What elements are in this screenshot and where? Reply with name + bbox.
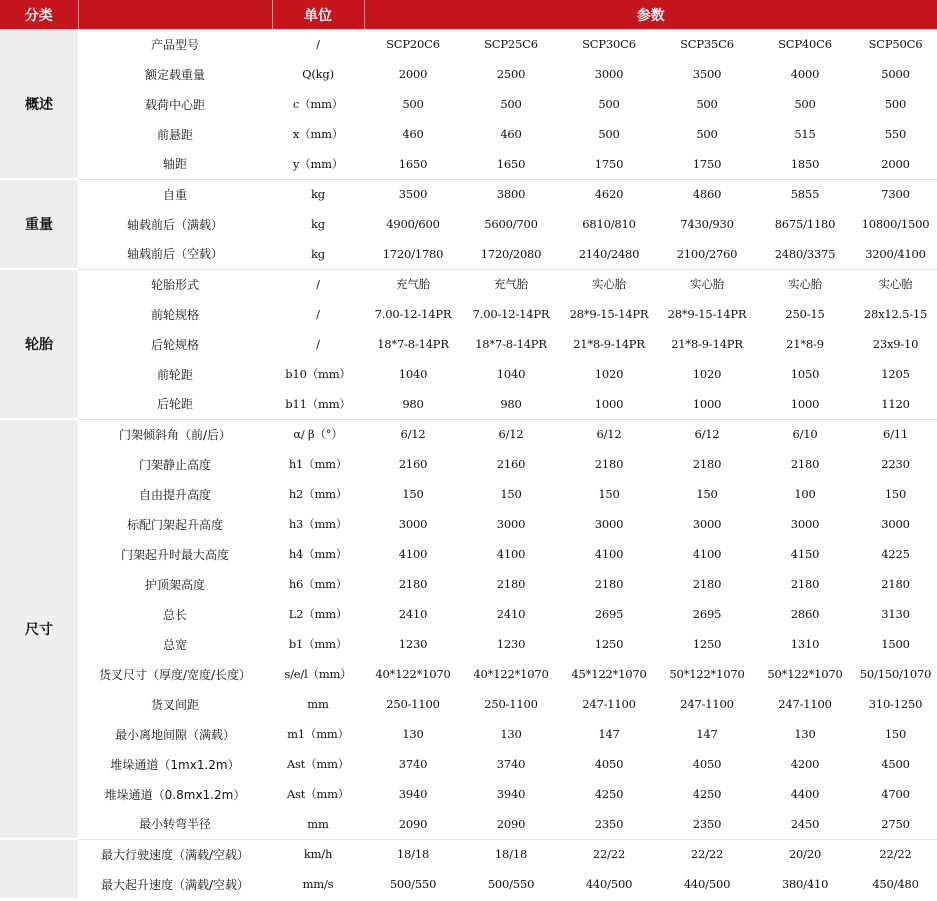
param-value: 500/550 (389, 877, 437, 891)
param-value: 1205 (881, 367, 910, 381)
param-value: 1650 (496, 156, 526, 171)
param-value: 2180 (881, 577, 910, 591)
param-value: 4200 (790, 757, 820, 771)
param-value: 4100 (496, 547, 526, 561)
param-value: 21*8-9-14PR (671, 337, 743, 351)
param-value: 515 (794, 127, 816, 141)
param-value: 500 (794, 97, 816, 111)
param-value: 310-1250 (868, 697, 923, 711)
param-unit: b1（mm） (288, 637, 348, 651)
param-label: 总宽 (162, 637, 187, 652)
param-unit: h4（mm） (288, 547, 348, 561)
param-value: 1230 (496, 637, 526, 651)
param-unit: x（mm） (292, 127, 344, 141)
param-value: 500 (696, 97, 718, 111)
param-value: 23x9-10 (872, 337, 919, 351)
param-value: 22/22 (854, 839, 937, 869)
param-value: 4100 (398, 547, 428, 561)
param-value: 18/18 (462, 839, 560, 869)
param-value: 1020 (692, 367, 722, 381)
param-value: 6810/810 (582, 217, 636, 231)
param-label: 自重 (78, 179, 272, 209)
param-value: 130 (794, 727, 816, 741)
table-row (0, 149, 937, 179)
param-value: 28*9-15-14PR (667, 307, 747, 321)
param-value: 1020 (594, 367, 624, 381)
param-value: 147 (598, 727, 620, 741)
param-unit: mm (307, 697, 329, 711)
param-value: 130 (402, 727, 424, 741)
param-label: 额定载重量 (144, 67, 205, 82)
param-value: 150 (598, 487, 620, 501)
table-row (0, 419, 937, 449)
param-value: 6/10 (756, 419, 854, 449)
param-value: 100 (794, 487, 816, 501)
param-value: 3200/4100 (865, 246, 926, 261)
param-value: 3000 (790, 517, 820, 531)
param-value: 1040 (496, 367, 526, 381)
param-value: 3000 (496, 517, 526, 531)
param-value: 2180 (398, 577, 428, 591)
param-value: 6/12 (364, 419, 462, 449)
param-value: 充气胎 (462, 269, 560, 299)
header-unit: 单位 (272, 0, 364, 29)
param-value: 2100/2760 (676, 246, 738, 261)
table-row (0, 299, 937, 329)
param-value: 3000 (594, 67, 624, 81)
table-row (0, 479, 937, 509)
table-row (0, 359, 937, 389)
param-unit: kg (272, 179, 364, 209)
param-value: 50*122*1070 (669, 667, 745, 681)
param-value: 450/480 (872, 877, 919, 891)
param-value: 4500 (881, 757, 910, 771)
param-value: 6/12 (462, 419, 560, 449)
table-row (0, 629, 937, 659)
param-value: 2160 (398, 457, 428, 471)
table-row (0, 599, 937, 629)
param-unit: y（mm） (292, 156, 344, 171)
param-value: 980 (402, 396, 424, 411)
param-label: 轴距 (162, 157, 187, 172)
param-value: 440/500 (585, 877, 633, 891)
param-unit: mm/s (302, 877, 334, 891)
param-value: 充气胎 (364, 269, 462, 299)
param-label: 前轮规格 (150, 307, 199, 322)
param-unit: α/ β（°） (272, 419, 364, 449)
param-unit: m1（mm） (287, 727, 349, 741)
param-value: 247-1100 (680, 697, 734, 711)
param-value: 500 (402, 97, 424, 111)
param-value: 2500 (496, 67, 526, 81)
param-value: 500 (598, 127, 620, 141)
param-value: 250-1100 (386, 697, 440, 711)
param-value: SCP40C6 (778, 37, 832, 51)
param-unit: / (316, 37, 320, 51)
param-value: 50*122*1070 (767, 667, 843, 681)
table-row (0, 659, 937, 689)
table-row (0, 29, 937, 59)
param-value: 1050 (790, 367, 820, 381)
param-value: 1230 (398, 637, 428, 651)
param-value: 20/20 (756, 839, 854, 869)
param-value: 7.00-12-14PR (472, 307, 550, 321)
param-value: 4050 (692, 757, 722, 771)
param-label: 最小转弯半径 (138, 817, 211, 832)
param-value: 460 (500, 127, 522, 141)
param-unit: Ast（mm） (286, 757, 350, 771)
param-value: SCP25C6 (484, 37, 538, 51)
param-value: 150 (402, 487, 424, 501)
param-label: 货叉尺寸（厚度/宽度/长度） (98, 667, 252, 682)
param-value: 18*7-8-14PR (475, 337, 547, 351)
param-value: 130 (500, 727, 522, 741)
param-value: 2180 (790, 577, 820, 591)
param-unit: b10（mm） (285, 367, 351, 381)
param-label: 最大行驶速度（满载/空载） (78, 839, 272, 869)
param-unit: h6（mm） (288, 577, 348, 591)
param-value: 2140/2480 (578, 246, 640, 261)
param-label: 门架起升时最大高度 (120, 547, 229, 562)
table-row (0, 749, 937, 779)
param-value: 4700 (881, 787, 910, 801)
param-label: 后轮规格 (150, 337, 199, 352)
param-label: 产品型号 (150, 37, 199, 52)
param-value: 4225 (881, 547, 910, 561)
param-label: 门架倾斜角（前/后） (78, 419, 272, 449)
param-value: 3000 (881, 517, 910, 531)
param-value: 1040 (398, 367, 428, 381)
param-value: 3940 (398, 787, 428, 801)
param-value: 1720/2080 (480, 246, 542, 261)
param-value: 2410 (496, 607, 526, 621)
category-cell (0, 839, 78, 899)
param-value: 21*8-9 (786, 337, 824, 351)
table-row (0, 209, 937, 239)
param-value: SCP30C6 (582, 37, 636, 51)
param-value: 2180 (692, 577, 722, 591)
param-value: SCP35C6 (680, 37, 734, 51)
param-value: 40*122*1070 (473, 667, 549, 681)
category-cell: 重量 (0, 179, 78, 269)
param-value: 7430/930 (680, 217, 734, 231)
param-value: 2180 (496, 577, 526, 591)
table-row (0, 89, 937, 119)
param-value: 1120 (881, 396, 910, 411)
param-label: 总长 (162, 607, 187, 622)
param-value: 7.00-12-14PR (374, 307, 452, 321)
param-value: 22/22 (560, 839, 658, 869)
param-label: 堆垛通道（1mx1.2m） (110, 757, 240, 772)
table-row (0, 839, 937, 869)
param-value: 150 (696, 487, 718, 501)
param-label: 门架静止高度 (138, 457, 211, 472)
param-value: 1650 (398, 156, 428, 171)
param-value: 1750 (594, 156, 624, 171)
param-value: 2450 (790, 816, 820, 831)
param-unit: mm (307, 816, 329, 831)
param-label: 轮胎形式 (78, 269, 272, 299)
category-cell: 概述 (0, 29, 78, 179)
param-value: 2180 (594, 577, 624, 591)
param-value: 45*122*1070 (571, 667, 647, 681)
param-value: 4250 (594, 787, 624, 801)
param-value: 2860 (790, 607, 820, 621)
table-row (0, 119, 937, 149)
param-value: 4860 (658, 179, 756, 209)
param-value: 3740 (496, 757, 526, 771)
param-value: 250-15 (785, 307, 825, 321)
param-value: 1000 (594, 396, 624, 411)
param-value: 5600/700 (484, 217, 538, 231)
param-value: 2695 (692, 607, 722, 621)
param-unit: kg (311, 246, 325, 261)
param-label: 轴载前后（空载） (126, 247, 223, 262)
param-value: 50/150/1070 (859, 667, 932, 681)
param-value: 4900/600 (386, 217, 440, 231)
param-value: 2695 (594, 607, 624, 621)
param-value: 4250 (692, 787, 722, 801)
param-value: 460 (402, 127, 424, 141)
param-value: 2180 (692, 457, 722, 471)
param-value: 3500 (364, 179, 462, 209)
param-value: 247-1100 (582, 697, 636, 711)
param-label: 前轮距 (156, 367, 193, 382)
param-value: 10800/1500 (861, 217, 930, 231)
param-value: 6/11 (854, 419, 937, 449)
param-value: 3130 (881, 607, 910, 621)
header-category: 分类 (0, 0, 78, 29)
param-value: 1500 (881, 637, 910, 651)
param-value: 2350 (594, 816, 624, 831)
param-label: 护顶架高度 (144, 577, 205, 592)
table-row (0, 509, 937, 539)
param-unit: / (272, 269, 364, 299)
table-row (0, 59, 937, 89)
param-value: 150 (884, 487, 907, 501)
param-label: 载荷中心距 (144, 97, 205, 112)
param-value: 7300 (854, 179, 937, 209)
param-unit: s/e/l（mm） (284, 667, 352, 681)
param-value: 3940 (496, 787, 526, 801)
param-value: 4400 (790, 787, 820, 801)
param-value: 2410 (398, 607, 428, 621)
table-row (0, 269, 937, 299)
param-value: 5000 (881, 67, 910, 81)
param-value: 3800 (462, 179, 560, 209)
param-value: 4050 (594, 757, 624, 771)
param-value: 8675/1180 (774, 217, 836, 231)
param-value: 2000 (398, 67, 428, 81)
param-value: 2480/3375 (774, 246, 836, 261)
param-label: 最小离地间隙（满载） (114, 727, 235, 742)
param-value: 3000 (398, 517, 428, 531)
param-unit: Ast（mm） (286, 787, 350, 801)
param-value: 28*9-15-14PR (569, 307, 649, 321)
param-value: SCP50C6 (868, 37, 923, 51)
category-cell: 尺寸 (0, 419, 78, 839)
table-body (0, 29, 937, 899)
param-unit: h1（mm） (288, 457, 348, 471)
param-value: 2180 (594, 457, 624, 471)
param-value: 28x12.5-15 (863, 307, 928, 321)
param-value: 2160 (496, 457, 526, 471)
table-header (0, 0, 937, 29)
param-value: 4000 (790, 67, 820, 81)
param-unit: / (316, 337, 320, 351)
table-row (0, 689, 937, 719)
param-value: 380/410 (781, 877, 829, 891)
param-label: 轴载前后（满载） (126, 217, 223, 232)
header-spacer (78, 0, 272, 29)
param-value: 4620 (560, 179, 658, 209)
table-row (0, 779, 937, 809)
param-value: 4100 (594, 547, 624, 561)
param-value: 2180 (790, 457, 820, 471)
param-label: 后轮距 (156, 397, 193, 412)
table-row (0, 869, 937, 899)
param-value: 2230 (881, 457, 910, 471)
table-row (0, 569, 937, 599)
param-unit: km/h (272, 839, 364, 869)
param-unit: h2（mm） (288, 487, 348, 501)
param-unit: kg (311, 217, 325, 231)
param-value: 6/12 (560, 419, 658, 449)
param-value: 150 (500, 487, 522, 501)
param-value: 500 (884, 97, 907, 111)
param-value: 3500 (692, 67, 722, 81)
param-value: 500 (696, 127, 718, 141)
param-value: 实心胎 (560, 269, 658, 299)
param-value: 实心胎 (658, 269, 756, 299)
param-value: 147 (696, 727, 718, 741)
param-value: 150 (884, 727, 907, 741)
category-cell: 轮胎 (0, 269, 78, 419)
param-label: 货叉间距 (150, 697, 199, 712)
param-value: 250-1100 (484, 697, 538, 711)
param-value: 3000 (692, 517, 722, 531)
param-value: 1310 (790, 637, 820, 651)
param-value: 5855 (756, 179, 854, 209)
param-value: 6/12 (658, 419, 756, 449)
param-value: 500/550 (487, 877, 535, 891)
param-value: 实心胎 (756, 269, 854, 299)
param-value: 1750 (692, 156, 722, 171)
table-row (0, 239, 937, 269)
param-value: 550 (884, 127, 907, 141)
param-value: 1000 (692, 396, 722, 411)
table-row (0, 719, 937, 749)
table-row (0, 449, 937, 479)
param-value: 4150 (790, 547, 820, 561)
param-value: 3000 (594, 517, 624, 531)
param-value: SCP20C6 (386, 37, 440, 51)
param-label: 自由提升高度 (138, 487, 211, 502)
param-value: 1250 (594, 637, 624, 651)
param-value: 247-1100 (778, 697, 832, 711)
param-value: 18/18 (364, 839, 462, 869)
param-unit: c（mm） (292, 97, 344, 111)
param-value: 2750 (881, 816, 910, 831)
param-label: 标配门架起升高度 (126, 517, 223, 532)
table-row (0, 539, 937, 569)
param-label: 前悬距 (156, 127, 193, 142)
param-value: 22/22 (658, 839, 756, 869)
param-label: 堆垛通道（0.8mx1.2m） (104, 787, 246, 802)
param-value: 2350 (692, 816, 722, 831)
param-unit: Q(kg) (302, 67, 334, 81)
param-value: 3740 (398, 757, 428, 771)
param-value: 18*7-8-14PR (377, 337, 449, 351)
param-value: 2000 (881, 156, 910, 171)
param-value: 1850 (790, 156, 820, 171)
table-row (0, 179, 937, 209)
param-value: 500 (500, 97, 522, 111)
header-params: 参数 (364, 0, 937, 29)
param-unit: h3（mm） (288, 517, 348, 531)
param-value: 440/500 (683, 877, 731, 891)
param-value: 1720/1780 (382, 246, 444, 261)
param-value: 2090 (496, 816, 526, 831)
param-value: 1250 (692, 637, 722, 651)
param-value: 1000 (790, 396, 820, 411)
param-value: 4100 (692, 547, 722, 561)
param-unit: / (316, 307, 320, 321)
table-row (0, 389, 937, 419)
table-row (0, 809, 937, 839)
param-unit: b11（mm） (285, 396, 351, 411)
param-unit: L2（mm） (288, 607, 348, 621)
param-value: 2090 (398, 816, 428, 831)
param-value: 40*122*1070 (375, 667, 451, 681)
param-label: 最大起升速度（满载/空载） (100, 877, 250, 892)
param-value: 500 (598, 97, 620, 111)
param-value: 980 (500, 396, 522, 411)
param-value: 21*8-9-14PR (573, 337, 645, 351)
table-row (0, 329, 937, 359)
param-value: 实心胎 (854, 269, 937, 299)
